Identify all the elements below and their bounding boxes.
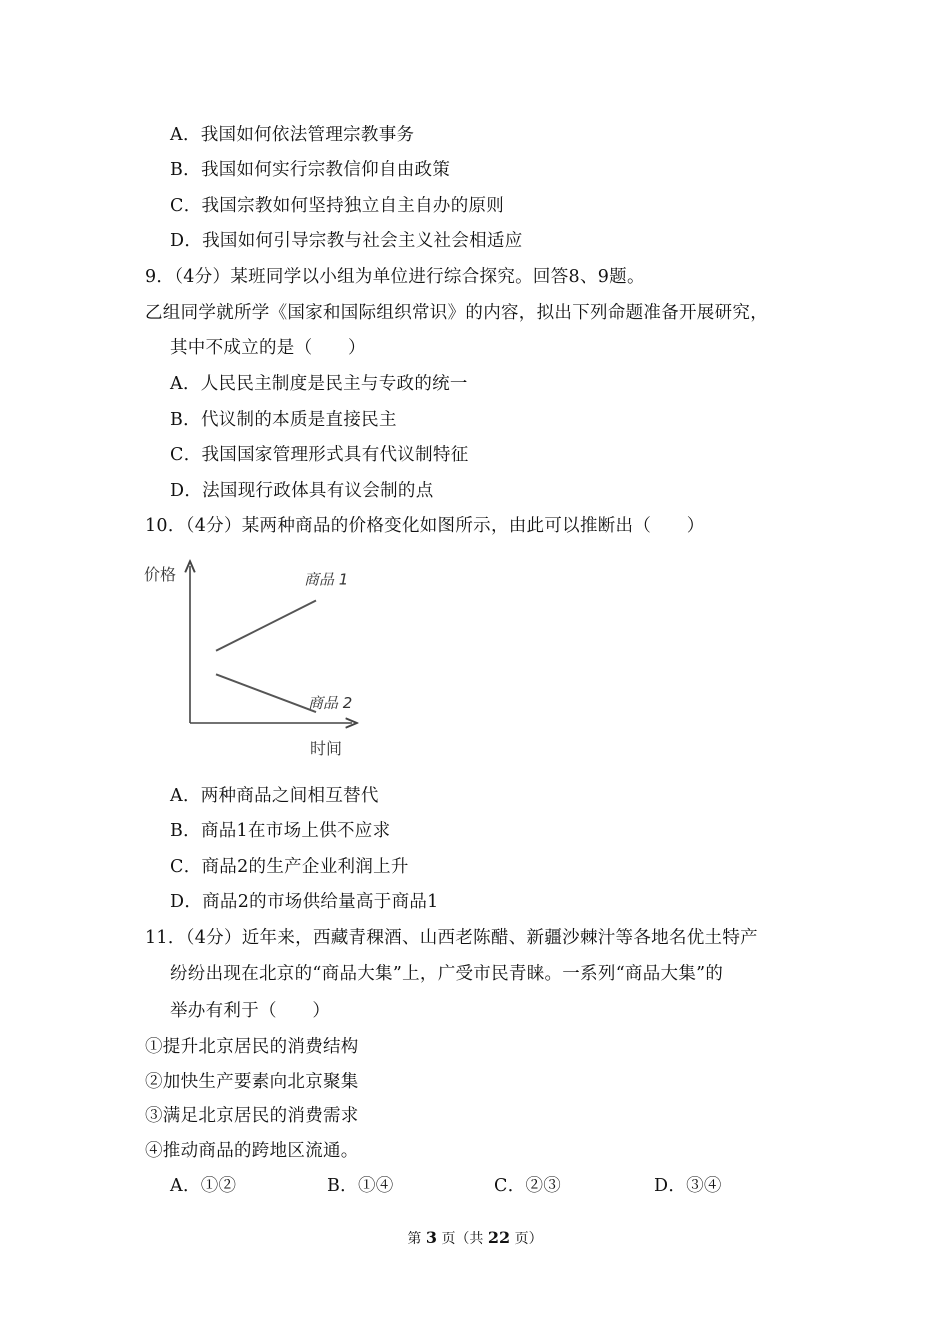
q10-option-c: C．商品2的生产企业利润上升 <box>170 857 409 877</box>
q9-option-c: C．我国国家管理形式具有代议制特征 <box>170 445 469 465</box>
series-line-2 <box>216 674 316 712</box>
q9-stem-line3: 其中不成立的是（ ） <box>170 338 366 358</box>
y-axis-label: 价格 <box>144 565 177 584</box>
q11-item-2: ②加快生产要素向北京聚集 <box>145 1072 359 1092</box>
page-number: 3 <box>425 1228 437 1247</box>
q11-option-d: D．③④ <box>654 1176 722 1196</box>
footer-suffix: 页） <box>514 1231 543 1247</box>
q10-option-a: A．两种商品之间相互替代 <box>170 786 379 806</box>
q11-item-4: ④推动商品的跨地区流通。 <box>145 1141 359 1161</box>
q10-option-d: D．商品2的市场供给量高于商品1 <box>170 892 439 912</box>
page-footer <box>0 1228 950 1248</box>
x-axis-label: 时间 <box>310 739 343 758</box>
total-pages: 22 <box>487 1228 511 1247</box>
price-chart <box>138 558 368 763</box>
q10-option-b: B．商品1在市场上供不应求 <box>170 821 391 841</box>
q9-option-d: D．法国现行政体具有议会制的点 <box>170 481 434 501</box>
q9-option-a: A．人民民主制度是民主与专政的统一 <box>170 374 468 394</box>
series-label-2: 商品 2 <box>308 694 353 713</box>
series-label-1: 商品 1 <box>304 570 349 589</box>
q9-stem: 9．（4分）某班同学以小组为单位进行综合探究。回答8、9题。 <box>145 267 645 287</box>
q9-option-b: B．代议制的本质是直接民主 <box>170 410 397 430</box>
q8-option-c: C．我国宗教如何坚持独立自主自办的原则 <box>170 196 505 216</box>
q11-stem-line3: 举办有利于（ ） <box>170 1001 331 1021</box>
q11-option-b: B．①④ <box>327 1176 394 1196</box>
series-line-1 <box>216 601 316 651</box>
footer-mid: 页（共 <box>441 1231 484 1247</box>
q10-stem: 10．（4分）某两种商品的价格变化如图所示，由此可以推断出（ ） <box>145 516 705 536</box>
q8-option-a: A．我国如何依法管理宗教事务 <box>170 125 415 145</box>
q8-option-b: B．我国如何实行宗教信仰自由政策 <box>170 160 451 180</box>
q11-option-c: C．②③ <box>494 1176 562 1196</box>
q11-option-a: A．①② <box>170 1176 237 1196</box>
q8-option-d: D．我国如何引导宗教与社会主义社会相适应 <box>170 231 523 251</box>
q11-stem-line2: 纷纷出现在北京的“商品大集”上，广受市民青睐。一系列“商品大集”的 <box>170 964 724 984</box>
q11-item-3: ③满足北京居民的消费需求 <box>145 1106 359 1126</box>
q11-stem: 11．（4分）近年来，西藏青稞酒、山西老陈醋、新疆沙棘汁等各地名优土特产 <box>145 928 758 948</box>
footer-prefix: 第 <box>407 1231 422 1247</box>
q9-stem-line2: 乙组同学就所学《国家和国际组织常识》的内容，拟出下列命题准备开展研究， <box>145 303 768 323</box>
q11-item-1: ①提升北京居民的消费结构 <box>145 1037 359 1057</box>
